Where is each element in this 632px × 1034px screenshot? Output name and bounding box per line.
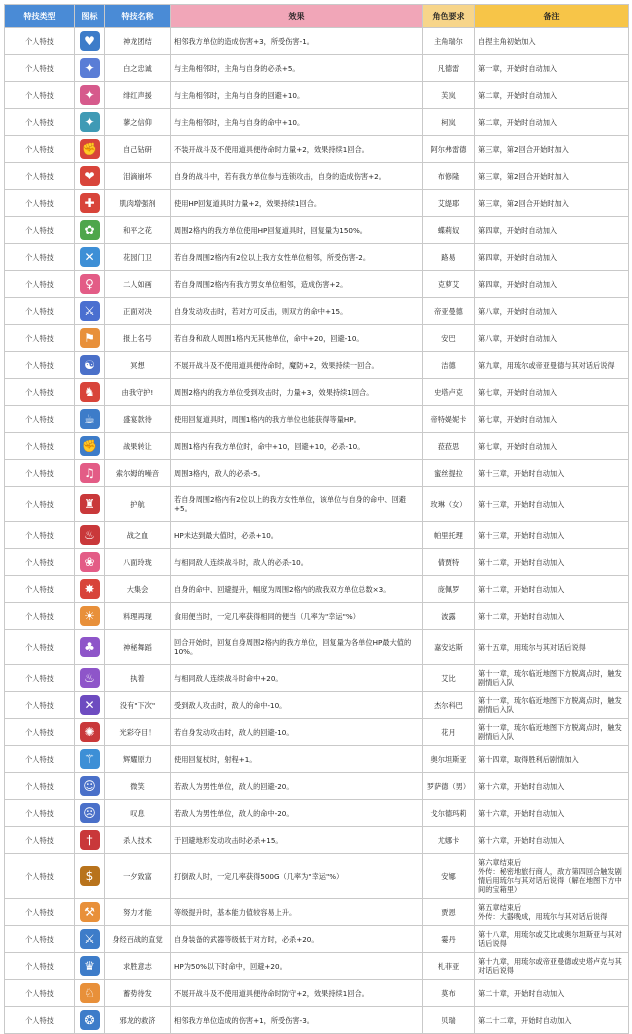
blue-star-icon: ✦: [80, 58, 100, 78]
skill-icon-cell: [75, 773, 105, 800]
skill-effect-cell: 不展开战斗及不使用道具便待命时，魔防+2，效果持续一回合。: [171, 352, 423, 379]
skill-icon-cell: [75, 953, 105, 980]
header-name: 特技名称: [105, 5, 171, 28]
role-requirement-cell: 阿尔弗雷德: [423, 136, 475, 163]
skill-type-cell: 个人特技: [5, 549, 75, 576]
skill-name-cell: 二人如画: [105, 271, 171, 298]
skill-name-cell: 一夕致富: [105, 854, 171, 899]
orange-horse-icon: ♘: [80, 983, 100, 1003]
note-cell: 第十五章，用琉尔与其对话后说得: [475, 630, 629, 665]
skill-effect-cell: 若自身周围2格内有2位以上我方女性单位相邻，所受伤害-2。: [171, 244, 423, 271]
note-cell: 第九章，用琉尔或帝亚曼德与其对话后说得: [475, 352, 629, 379]
skill-icon-cell: [75, 28, 105, 55]
skill-type-cell: 个人特技: [5, 217, 75, 244]
skill-effect-cell: 使用回复道具时，周围1格内的我方单位也能获得等量HP。: [171, 406, 423, 433]
note-cell: 第十三章，开始时自动加入: [475, 460, 629, 487]
table-row: [5, 325, 629, 352]
skill-type-cell: 个人特技: [5, 719, 75, 746]
red-fire-icon: ♨: [80, 525, 100, 545]
note-cell: 第十三章，开始时自动加入: [475, 522, 629, 549]
table-row: [5, 576, 629, 603]
skill-effect-cell: 食用便当时，一定几率获得相同的便当（几率为"幸运"%）: [171, 603, 423, 630]
skill-name-cell: 战之血: [105, 522, 171, 549]
role-requirement-cell: 帝特媞妮卡: [423, 406, 475, 433]
blue-cup-icon: ☕: [80, 409, 100, 429]
role-requirement-cell: 艾缇耶: [423, 190, 475, 217]
skill-type-cell: 个人特技: [5, 522, 75, 549]
skill-effect-cell: HP未达到最大值时，必杀+10。: [171, 522, 423, 549]
skill-name-cell: 身经百战的直觉: [105, 926, 171, 953]
table-row: [5, 406, 629, 433]
skill-name-cell: 蓄势待发: [105, 980, 171, 1007]
role-requirement-cell: 主角瑞尔: [423, 28, 475, 55]
red-knight-icon: ♜: [80, 494, 100, 514]
skill-type-cell: 个人特技: [5, 665, 75, 692]
skill-icon-cell: [75, 827, 105, 854]
skill-effect-cell: 若自身和敌人周围1格内无其他单位，命中+20，回避-10。: [171, 325, 423, 352]
skill-effect-cell: 不展开战斗及不使用道具便待命时防守+2，效果持续1回合。: [171, 980, 423, 1007]
skill-icon-cell: [75, 692, 105, 719]
table-row: [5, 549, 629, 576]
skill-icon-cell: [75, 325, 105, 352]
note-cell: 第二十章，开始时自动加入: [475, 980, 629, 1007]
skill-name-cell: 报上名号: [105, 325, 171, 352]
skill-type-cell: 个人特技: [5, 109, 75, 136]
table-row: [5, 487, 629, 522]
skill-effect-cell: 若敌人为男性单位，敌人的命中-20。: [171, 800, 423, 827]
red-burst-icon: ✺: [80, 722, 100, 742]
skill-icon-cell: [75, 854, 105, 899]
role-requirement-cell: 艾比: [423, 665, 475, 692]
skill-name-cell: 和平之花: [105, 217, 171, 244]
skill-name-cell: 叹息: [105, 800, 171, 827]
table-row: [5, 827, 629, 854]
skill-effect-cell: 周围2格内的我方单位使用HP回复道具时，回复量为150%。: [171, 217, 423, 244]
skill-effect-cell: 周围2格内的我方单位受到攻击时，力量+3，效果持续1回合。: [171, 379, 423, 406]
red-muscle-icon: ✚: [80, 193, 100, 213]
blue-wand-icon: ⚚: [80, 749, 100, 769]
skill-icon-cell: [75, 379, 105, 406]
skill-effect-cell: 与相同敌人连续战斗时命中+20。: [171, 665, 423, 692]
skill-name-cell: 光彩夺目！: [105, 719, 171, 746]
skill-name-cell: 八面玲珑: [105, 549, 171, 576]
note-cell: 第八章，开始时自动加入: [475, 298, 629, 325]
skill-icon-cell: [75, 603, 105, 630]
skill-name-cell: 神秘舞蹈: [105, 630, 171, 665]
skill-effect-cell: 使用回复杖时，射程+1。: [171, 746, 423, 773]
skill-icon-cell: [75, 980, 105, 1007]
skill-type-cell: 个人特技: [5, 692, 75, 719]
orange-dish-icon: ☀: [80, 606, 100, 626]
skill-name-cell: 辉耀原力: [105, 746, 171, 773]
pink-duo-icon: ♀: [80, 274, 100, 294]
orange-moneybag-icon: $: [80, 866, 100, 886]
table-row: [5, 630, 629, 665]
skill-effect-cell: 使用HP回复道具时力量+2，效果持续1回合。: [171, 190, 423, 217]
skill-icon-cell: [75, 522, 105, 549]
table-row: [5, 217, 629, 244]
skill-type-cell: 个人特技: [5, 773, 75, 800]
skill-type-cell: 个人特技: [5, 460, 75, 487]
skill-type-cell: 个人特技: [5, 244, 75, 271]
skill-effect-cell: 与相同敌人连续战斗时，敌人的必杀-10。: [171, 549, 423, 576]
skill-type-cell: 个人特技: [5, 55, 75, 82]
note-cell: 第十六章，开始时自动加入: [475, 800, 629, 827]
orange-hammer-icon: ⚒: [80, 902, 100, 922]
skill-type-cell: 个人特技: [5, 953, 75, 980]
skill-icon-cell: [75, 217, 105, 244]
note-cell: 第一章，开始时自动加入: [475, 55, 629, 82]
skill-effect-cell: 相邻我方单位的造成伤害+3，所受伤害-1。: [171, 28, 423, 55]
skill-type-cell: 个人特技: [5, 379, 75, 406]
skill-icon-cell: [75, 800, 105, 827]
note-cell: 第十三章，开始时自动加入: [475, 487, 629, 522]
note-cell: 第十二章，开始时自动加入: [475, 576, 629, 603]
note-cell: 第四章，开始时自动加入: [475, 271, 629, 298]
skill-icon-cell: [75, 271, 105, 298]
skill-type-cell: 个人特技: [5, 630, 75, 665]
note-cell: 第三章，第2回合开始时加入: [475, 163, 629, 190]
skill-type-cell: 个人特技: [5, 576, 75, 603]
skill-icon-cell: [75, 576, 105, 603]
note-cell: 第十二章，开始时自动加入: [475, 549, 629, 576]
table-row: [5, 82, 629, 109]
pink-star-icon: ✦: [80, 85, 100, 105]
note-cell: 第三章，第2回合开始时加入: [475, 190, 629, 217]
skill-effect-cell: 自身的战斗中，若有我方单位参与连锁攻击，自身的造成伤害+2。: [171, 163, 423, 190]
skill-type-cell: 个人特技: [5, 854, 75, 899]
skill-icon-cell: [75, 82, 105, 109]
skill-effect-cell: 等级提升时，基本能力值较容易上升。: [171, 899, 423, 926]
skill-effect-cell: 于回避地形发动攻击时必杀+15。: [171, 827, 423, 854]
skill-name-cell: 微笑: [105, 773, 171, 800]
note-cell: 第十一章，琉尔临近地图下方脱离点时，触发剧情后入队: [475, 719, 629, 746]
note-cell: 第五章结束后 外传：大器晚成，用琉尔与其对话后说得: [475, 899, 629, 926]
role-requirement-cell: 柯岚: [423, 109, 475, 136]
table-header-row: [5, 5, 629, 28]
skill-type-cell: 个人特技: [5, 190, 75, 217]
note-cell: 自捏主角初始加入: [475, 28, 629, 55]
role-requirement-cell: 莫布: [423, 980, 475, 1007]
role-requirement-cell: 凡德雷: [423, 55, 475, 82]
skill-effect-cell: 自身装备的武器等级低于对方时，必杀+20。: [171, 926, 423, 953]
pink-music-icon: ♫: [80, 463, 100, 483]
skill-effect-cell: 打倒敌人时，一定几率获得500G（几率为"幸运"%）: [171, 854, 423, 899]
role-requirement-cell: 倩贾特: [423, 549, 475, 576]
skill-effect-cell: 周围1格内有我方单位时，命中+10，回避+10，必杀-10。: [171, 433, 423, 460]
skill-icon-cell: [75, 55, 105, 82]
table-body: [5, 28, 629, 1034]
skill-icon-cell: [75, 1007, 105, 1034]
role-requirement-cell: 安巴: [423, 325, 475, 352]
green-flower-icon: ✿: [80, 220, 100, 240]
skill-type-cell: 个人特技: [5, 1007, 75, 1034]
skill-name-cell: 战果转让: [105, 433, 171, 460]
skill-name-cell: 索尔姆的噪音: [105, 460, 171, 487]
skill-name-cell: 盛宴款待: [105, 406, 171, 433]
table-row: [5, 379, 629, 406]
red-bomb-icon: ✸: [80, 579, 100, 599]
skill-type-cell: 个人特技: [5, 800, 75, 827]
role-requirement-cell: 安娜: [423, 854, 475, 899]
skill-icon-cell: [75, 630, 105, 665]
table-row: [5, 244, 629, 271]
role-requirement-cell: 杰尔科巴: [423, 692, 475, 719]
skill-type-cell: 个人特技: [5, 827, 75, 854]
skill-type-cell: 个人特技: [5, 746, 75, 773]
skill-icon-cell: [75, 163, 105, 190]
skill-icon-cell: [75, 433, 105, 460]
table-row: [5, 352, 629, 379]
red-fist-icon: ✊: [80, 139, 100, 159]
role-requirement-cell: 布修隆: [423, 163, 475, 190]
skill-effect-cell: 与主角相邻时，主角与自身的必杀+5。: [171, 55, 423, 82]
skill-effect-cell: 若敌人为男性单位，敌人的回避-20。: [171, 773, 423, 800]
skill-icon-cell: [75, 406, 105, 433]
role-requirement-cell: 贝瑞: [423, 1007, 475, 1034]
note-cell: 第十八章，用琉尔或艾比或奥尔坦斯亚与其对话后说得: [475, 926, 629, 953]
skill-type-cell: 个人特技: [5, 298, 75, 325]
table-row: [5, 603, 629, 630]
table-row: [5, 665, 629, 692]
role-requirement-cell: 帕里托理: [423, 522, 475, 549]
blue-shield-icon: ✕: [80, 247, 100, 267]
blue-meditate-icon: ☯: [80, 355, 100, 375]
table-row: [5, 800, 629, 827]
role-requirement-cell: 札菲亚: [423, 953, 475, 980]
red-dagger-icon: †: [80, 830, 100, 850]
note-cell: 第七章，开始时自动加入: [475, 433, 629, 460]
table-row: [5, 433, 629, 460]
role-requirement-cell: 蝶莉奴: [423, 217, 475, 244]
pink-rose-icon: ❀: [80, 552, 100, 572]
role-requirement-cell: 蜜丝提拉: [423, 460, 475, 487]
role-requirement-cell: 波露: [423, 603, 475, 630]
role-requirement-cell: 嘉安达斯: [423, 630, 475, 665]
skill-icon-cell: [75, 746, 105, 773]
skill-effect-cell: 周围3格内，敌人的必杀-5。: [171, 460, 423, 487]
skill-name-cell: 执着: [105, 665, 171, 692]
table-row: [5, 899, 629, 926]
skill-name-cell: 没有"下次": [105, 692, 171, 719]
skill-type-cell: 个人特技: [5, 899, 75, 926]
role-requirement-cell: 史塔卢克: [423, 379, 475, 406]
skill-type-cell: 个人特技: [5, 352, 75, 379]
skill-type-cell: 个人特技: [5, 406, 75, 433]
skill-name-cell: 肌肉增强剂: [105, 190, 171, 217]
skill-effect-cell: 回合开始时，回复自身周围2格内的我方单位，回复量为各单位HP最大值的10%。: [171, 630, 423, 665]
skill-icon-cell: [75, 665, 105, 692]
role-requirement-cell: 帝亚曼德: [423, 298, 475, 325]
skill-type-cell: 个人特技: [5, 271, 75, 298]
role-requirement-cell: 路易: [423, 244, 475, 271]
skill-name-cell: 自己钻研: [105, 136, 171, 163]
role-requirement-cell: 洁德: [423, 352, 475, 379]
table-row: [5, 460, 629, 487]
blue-duel-icon: ⚔: [80, 301, 100, 321]
skill-icon-cell: [75, 549, 105, 576]
skill-name-cell: 努力才能: [105, 899, 171, 926]
skill-effect-cell: 与主角相邻时，主角与自身的命中+10。: [171, 109, 423, 136]
skill-type-cell: 个人特技: [5, 325, 75, 352]
role-requirement-cell: 芙岚: [423, 82, 475, 109]
table-row: [5, 926, 629, 953]
blue-sigh-icon: ☹: [80, 803, 100, 823]
skill-effect-cell: 若自身周围2格内有2位以上的我方女性单位，该单位与自身的命中、回避+5。: [171, 487, 423, 522]
header-role: 角色要求: [423, 5, 475, 28]
table-row: [5, 522, 629, 549]
skill-type-cell: 个人特技: [5, 163, 75, 190]
skill-icon-cell: [75, 899, 105, 926]
header-note: 备注: [475, 5, 629, 28]
blue-sword-icon: ⚔: [80, 929, 100, 949]
skill-name-cell: 冥想: [105, 352, 171, 379]
role-requirement-cell: 贾恩: [423, 899, 475, 926]
header-icon: 图标: [75, 5, 105, 28]
note-cell: 第二章，开始时自动加入: [475, 109, 629, 136]
note-cell: 第十四章，取得胜利后剧情加入: [475, 746, 629, 773]
skill-effect-cell: 不装开战斗及不使用道具便待命时力量+2，效果持续1回合。: [171, 136, 423, 163]
teal-star-icon: ✦: [80, 112, 100, 132]
note-cell: 第六章结束后 外传：秘密地旅行商人，敌方第四回合触发剧情后用琉尔与其对话后说得（解在地图下方中间的宝箱里）: [475, 854, 629, 899]
skill-type-cell: 个人特技: [5, 487, 75, 522]
skill-effect-cell: 若自身发动攻击时，敌人的回避-10。: [171, 719, 423, 746]
blue-dragon-icon: ❂: [80, 1010, 100, 1030]
role-requirement-cell: 庞佩罗: [423, 576, 475, 603]
skill-name-cell: 白之忠诚: [105, 55, 171, 82]
skill-icon-cell: [75, 487, 105, 522]
note-cell: 第十一章，琉尔临近地图下方脱离点时，触发剧情后入队: [475, 665, 629, 692]
table-row: [5, 980, 629, 1007]
purple-dance-icon: ♣: [80, 637, 100, 657]
blue-smile-icon: ☺: [80, 776, 100, 796]
skill-type-cell: 个人特技: [5, 28, 75, 55]
purple-flame-icon: ♨: [80, 668, 100, 688]
table-row: [5, 109, 629, 136]
skill-name-cell: 泪滴崩坏: [105, 163, 171, 190]
skill-name-cell: 花园门卫: [105, 244, 171, 271]
skill-name-cell: 由我守护!: [105, 379, 171, 406]
note-cell: 第四章，开始时自动加入: [475, 217, 629, 244]
role-requirement-cell: 奥尔坦斯亚: [423, 746, 475, 773]
red-guard-icon: ♞: [80, 382, 100, 402]
skill-effect-cell: 相邻我方单位造成的伤害+1，所受伤害-3。: [171, 1007, 423, 1034]
skill-name-cell: 蓼之信仰: [105, 109, 171, 136]
note-cell: 第七章，开始时自动加入: [475, 379, 629, 406]
table-row: [5, 28, 629, 55]
skill-name-cell: 邪龙的救济: [105, 1007, 171, 1034]
orange-sword-icon: ⚑: [80, 328, 100, 348]
note-cell: 第二十二章，开始时自动加入: [475, 1007, 629, 1034]
blue-crown-icon: ♛: [80, 956, 100, 976]
blue-people-icon: ♥: [80, 31, 100, 51]
table-row: [5, 298, 629, 325]
skill-icon-cell: [75, 244, 105, 271]
note-cell: 第八章，开始时自动加入: [475, 325, 629, 352]
purple-slash-icon: ✕: [80, 695, 100, 715]
red-heart-icon: ❤: [80, 166, 100, 186]
note-cell: 第十六章，开始时自动加入: [475, 773, 629, 800]
note-cell: 第七章，开始时自动加入: [475, 406, 629, 433]
skill-name-cell: 求胜意志: [105, 953, 171, 980]
skill-name-cell: 绯红声援: [105, 82, 171, 109]
skill-type-cell: 个人特技: [5, 926, 75, 953]
table-row: [5, 55, 629, 82]
role-requirement-cell: 玫琳（女）: [423, 487, 475, 522]
note-cell: 第四章，开始时自动加入: [475, 244, 629, 271]
skill-icon-cell: [75, 136, 105, 163]
table-row: [5, 719, 629, 746]
skill-name-cell: 正面对决: [105, 298, 171, 325]
role-requirement-cell: 克萝艾: [423, 271, 475, 298]
skill-effect-cell: 自身的命中、回避提升，幅度为周围2格内的敌我双方单位总数×3。: [171, 576, 423, 603]
note-cell: 第十一章，琉尔临近地图下方脱离点时，触发剧情后入队: [475, 692, 629, 719]
note-cell: 第二章，开始时自动加入: [475, 82, 629, 109]
skill-effect-cell: 受到敌人攻击时，敌人的命中-10。: [171, 692, 423, 719]
skill-table-container: [4, 4, 628, 1034]
skill-type-cell: 个人特技: [5, 603, 75, 630]
skill-type-cell: 个人特技: [5, 136, 75, 163]
header-effect: 效果: [171, 5, 423, 28]
skill-name-cell: 杀人技术: [105, 827, 171, 854]
header-type: 特技类型: [5, 5, 75, 28]
table-row: [5, 692, 629, 719]
skill-name-cell: 料理再现: [105, 603, 171, 630]
table-row: [5, 163, 629, 190]
note-cell: 第十九章，用琉尔或帝亚曼德或史塔卢克与其对话后说得: [475, 953, 629, 980]
skill-icon-cell: [75, 109, 105, 136]
table-row: [5, 136, 629, 163]
role-requirement-cell: 花月: [423, 719, 475, 746]
skill-name-cell: 大集会: [105, 576, 171, 603]
table-row: [5, 1007, 629, 1034]
table-row: [5, 854, 629, 899]
table-row: [5, 746, 629, 773]
role-requirement-cell: 尤娜卡: [423, 827, 475, 854]
personal-skill-table: [4, 4, 629, 1034]
skill-icon-cell: [75, 926, 105, 953]
role-requirement-cell: 菈菈思: [423, 433, 475, 460]
role-requirement-cell: 戈尔德玛莉: [423, 800, 475, 827]
table-row: [5, 190, 629, 217]
note-cell: 第十二章，开始时自动加入: [475, 603, 629, 630]
skill-name-cell: 护航: [105, 487, 171, 522]
note-cell: 第十六章，开始时自动加入: [475, 827, 629, 854]
skill-name-cell: 神龙团结: [105, 28, 171, 55]
skill-effect-cell: 若自身周围2格内有我方男女单位相邻，造成伤害+2。: [171, 271, 423, 298]
role-requirement-cell: 罗萨德（男）: [423, 773, 475, 800]
skill-effect-cell: 与主角相邻时，主角与自身的回避+10。: [171, 82, 423, 109]
skill-icon-cell: [75, 298, 105, 325]
skill-type-cell: 个人特技: [5, 433, 75, 460]
blue-clash-icon: ✊: [80, 436, 100, 456]
skill-type-cell: 个人特技: [5, 980, 75, 1007]
skill-icon-cell: [75, 460, 105, 487]
table-row: [5, 953, 629, 980]
skill-icon-cell: [75, 719, 105, 746]
skill-effect-cell: 自身发动攻击时，若对方可反击，则双方的命中+15。: [171, 298, 423, 325]
role-requirement-cell: 霎丹: [423, 926, 475, 953]
table-row: [5, 271, 629, 298]
skill-icon-cell: [75, 190, 105, 217]
skill-effect-cell: HP为50%以下时命中，回避+20。: [171, 953, 423, 980]
table-row: [5, 773, 629, 800]
skill-type-cell: 个人特技: [5, 82, 75, 109]
skill-icon-cell: [75, 352, 105, 379]
note-cell: 第三章，第2回合开始时加入: [475, 136, 629, 163]
